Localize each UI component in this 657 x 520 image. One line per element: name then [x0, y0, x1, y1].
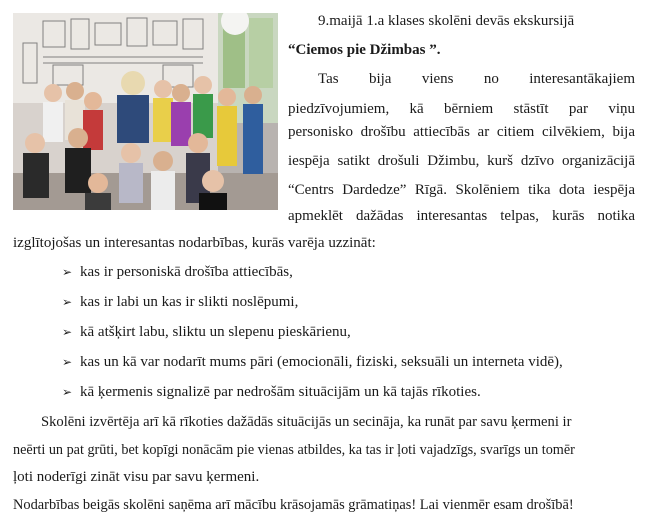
- group-photo: [13, 13, 278, 210]
- list-item: [62, 352, 563, 372]
- arrow-bullet-icon: ➢: [62, 265, 73, 279]
- list-item-text: kas ir personiskā drošība attiecībās,: [80, 264, 293, 280]
- list-item: [62, 322, 351, 342]
- intro-line-2: piedzīvojumiem, kā bērniem stāstīt par viņu: [288, 101, 635, 117]
- conclusion-line-1: Skolēni izvērtēja arī kā rīkoties dažādās situācijās un secināja, ka runāt par savu ķermeni ir: [41, 414, 572, 430]
- list-item-text: kā atšķirt labu, sliktu un slepenu pieskārienu,: [80, 324, 351, 340]
- intro-line-4: iespēja satikt drošuli Džimbu, kurš dzīvo organizācijā: [288, 153, 635, 169]
- article-title: “Ciemos pie Džimbas ”.: [288, 42, 441, 58]
- closing-line: Nodarbības beigās skolēni saņēma arī mācību krāsojamās grāmatiņas! Lai vienmēr esam drošībā!: [13, 497, 574, 513]
- intro-line-5: “Centrs Dardedze” Rīgā. Skolēniem tika dota iespēja: [288, 182, 635, 198]
- list-item: [62, 292, 298, 312]
- intro-line-3: personisko drošību attiecībās ar citiem cilvēkiem, bija: [288, 124, 635, 140]
- conclusion-line-3: ļoti noderīgi zināt visu par savu ķermeni.: [13, 469, 260, 485]
- list-item-text: kas un kā var nodarīt mums pāri (emocionāli, fiziski, seksuāli un interneta vidē),: [80, 354, 563, 370]
- date-line: 9.maijā 1.a klases skolēni devās ekskursijā: [318, 13, 575, 29]
- conclusion-line-2: neērti un pat grūti, bet kopīgi nonācām pie vienas atbildes, ka tas ir ļoti vajadzīgs, svarīgs un tomēr: [13, 442, 575, 458]
- list-item: [62, 262, 293, 282]
- arrow-bullet-icon: ➢: [62, 325, 73, 339]
- arrow-bullet-icon: ➢: [62, 355, 73, 369]
- list-item-text: kas ir labi un kas ir slikti noslēpumi,: [80, 294, 299, 310]
- intro-line-1: Tas bija viens no interesantākajiem: [318, 71, 635, 87]
- list-item-text: kā ķermenis signalizē par nedrošām situācijām un kā tajās rīkoties.: [80, 384, 481, 400]
- arrow-bullet-icon: ➢: [62, 385, 73, 399]
- intro-line-6: apmeklēt dažādas interesantas telpas, kurās notika: [288, 208, 635, 224]
- arrow-bullet-icon: ➢: [62, 295, 73, 309]
- intro-line-last: izglītojošas un interesantas nodarbības, kurās varēja uzzināt:: [13, 235, 376, 251]
- list-item: [62, 382, 481, 402]
